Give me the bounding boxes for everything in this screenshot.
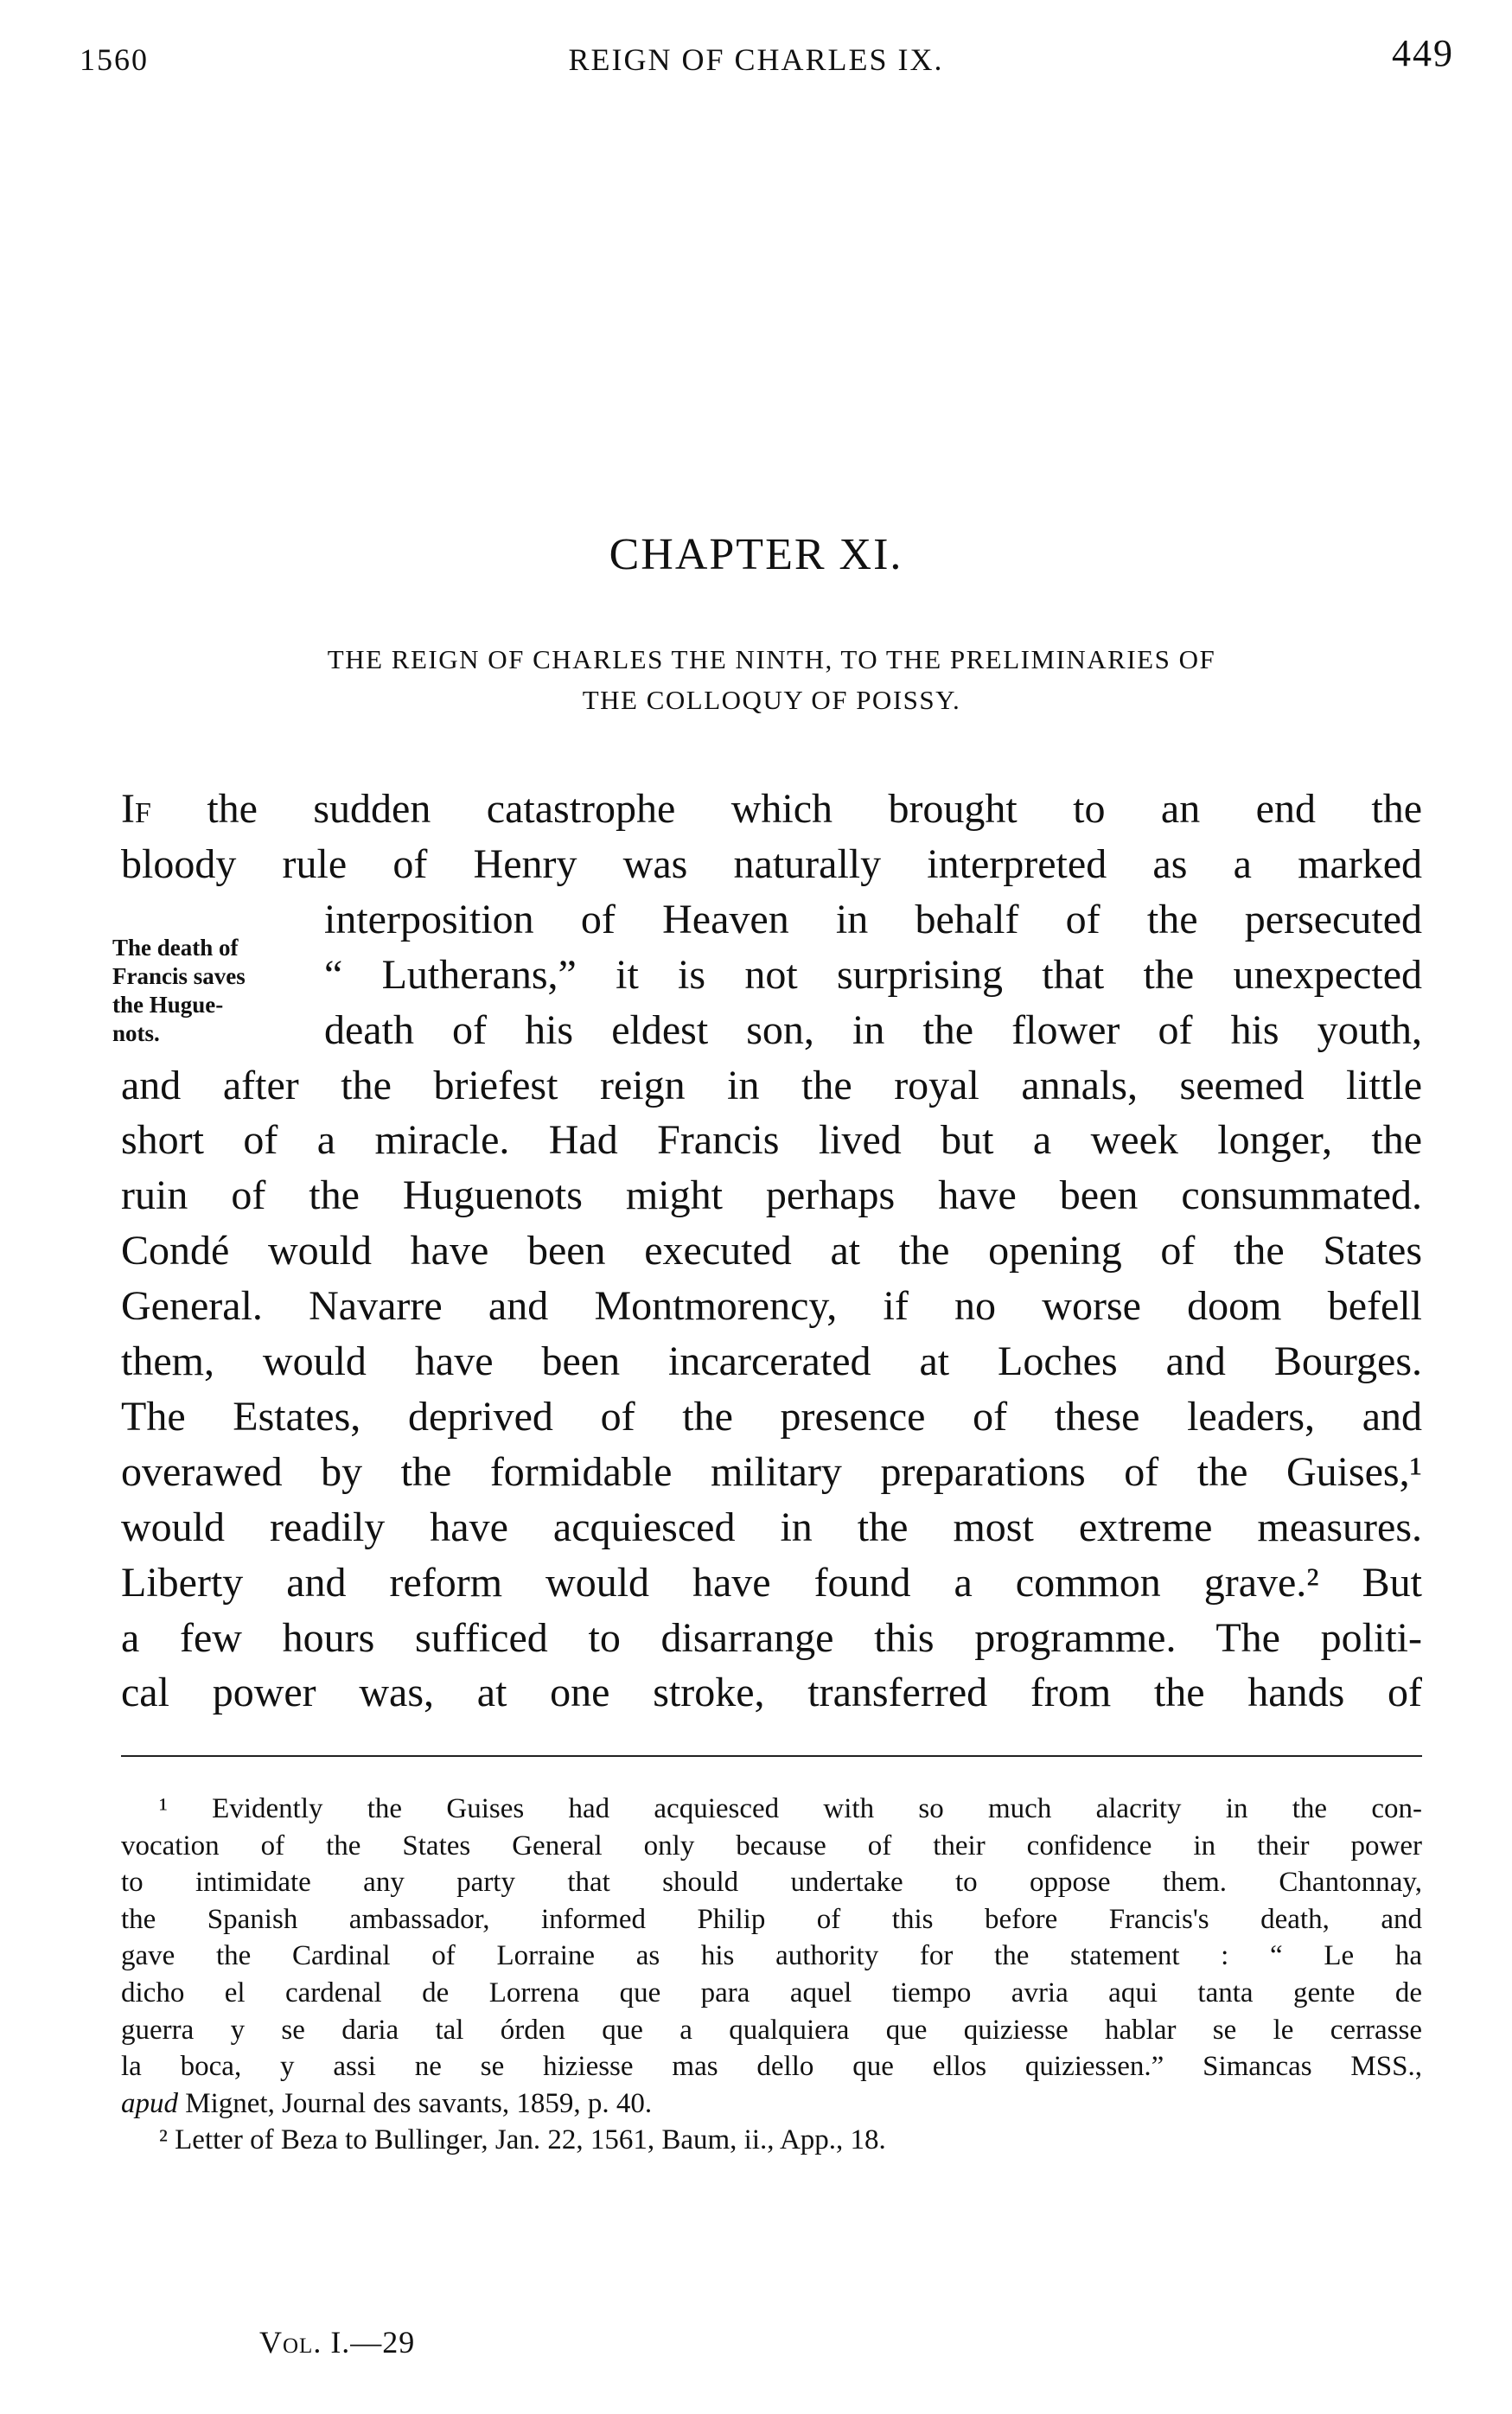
body-line: short of a miracle. Had Francis lived but a week longer, the — [121, 1117, 1422, 1164]
body-line: General. Navarre and Montmorency, if no worse doom befell — [121, 1283, 1422, 1330]
body-line: a few hours sufficed to disarrange this programme. The politi- — [121, 1614, 1422, 1661]
body-line: Liberty and reform would have found a common grave.² But — [121, 1559, 1422, 1606]
marginal-note-line: Francis saves — [112, 963, 246, 989]
chapter-subtitle-line: THE COLLOQUY OF POISSY. — [582, 685, 961, 715]
body-line — [121, 783, 1422, 835]
body-line: death of his eldest son, in the flower of his youth, — [324, 1006, 1422, 1053]
signature-mark: Vol. I.—29 — [259, 2325, 416, 2360]
footnote-line: apud Mignet, Journal des savants, 1859, p. 40. — [121, 2087, 653, 2119]
footnote-line: dicho el cardenal de Lorrena que para aquel tiempo avria aqui tanta gente de — [121, 1977, 1422, 2008]
body-line: overawed by the formidable military preparations of the Guises,¹ — [121, 1448, 1422, 1495]
body-line: The Estates, deprived of the presence of these leaders, and — [121, 1393, 1422, 1440]
body-line: cal power was, at one stroke, transferred from the hands of — [121, 1670, 1422, 1716]
drop-word: If — [121, 786, 151, 832]
footnote-line: ² Letter of Beza to Bullinger, Jan. 22, 1561, Baum, ii., App., 18. — [159, 2124, 886, 2156]
body-line: and after the briefest reign in the royal annals, seemed little — [121, 1062, 1422, 1108]
body-line: interposition of Heaven in behalf of the persecuted — [324, 896, 1422, 942]
body-line: would readily have acquiesced in the most extreme measures. — [121, 1504, 1422, 1550]
body-line: “ Lutherans,” it is not surprising that the unexpected — [324, 951, 1422, 998]
marginal-note — [112, 934, 311, 1048]
chapter-subtitle-line: THE REIGN OF CHARLES THE NINTH, TO THE PRELIMINARIES OF — [327, 644, 1216, 674]
footnote-line: the Spanish ambassador, informed Philip of this before Francis's death, and — [121, 1903, 1422, 1935]
body-line: ruin of the Huguenots might perhaps have been consummated. — [121, 1172, 1422, 1219]
footnote-line: la boca, y assi ne se hiziesse mas dello que ellos quiziessen.” Simancas MSS., — [121, 2051, 1422, 2083]
footnote-divider — [121, 1755, 1422, 1757]
body-line-text: the sudden catastrophe which brought to an end the — [150, 786, 1422, 832]
footnote-line: gave the Cardinal of Lorraine as his authority for the statement : “ Le ha — [121, 1940, 1422, 1972]
marginal-note-line: nots. — [112, 1020, 160, 1046]
footnote-line: guerra y se daria tal órden que a qualquiera que quiziesse hablar se le cerrasse — [121, 2014, 1422, 2046]
running-head-year: 1560 — [80, 42, 149, 77]
body-line: them, would have been incarcerated at Loches and Bourges. — [121, 1338, 1422, 1384]
footnote-line: ¹ Evidently the Guises had acquiesced with so much alacrity in the con- — [159, 1793, 1422, 1824]
footnote-line: to intimidate any party that should undertake to oppose them. Chantonnay, — [121, 1867, 1422, 1899]
body-line: Condé would have been executed at the opening of the States — [121, 1228, 1422, 1274]
chapter-title: CHAPTER XI. — [609, 530, 903, 579]
running-head-title: REIGN OF CHARLES IX. — [568, 42, 944, 77]
marginal-note-line: the Hugue- — [112, 992, 224, 1018]
page-number: 449 — [1392, 32, 1454, 74]
italic-word: apud — [121, 2087, 178, 2119]
footnote-line: vocation of the States General only because of their confidence in their power — [121, 1830, 1422, 1862]
marginal-note-line: The death of — [112, 935, 239, 961]
body-line: bloody rule of Henry was naturally interpreted as a marked — [121, 840, 1422, 887]
